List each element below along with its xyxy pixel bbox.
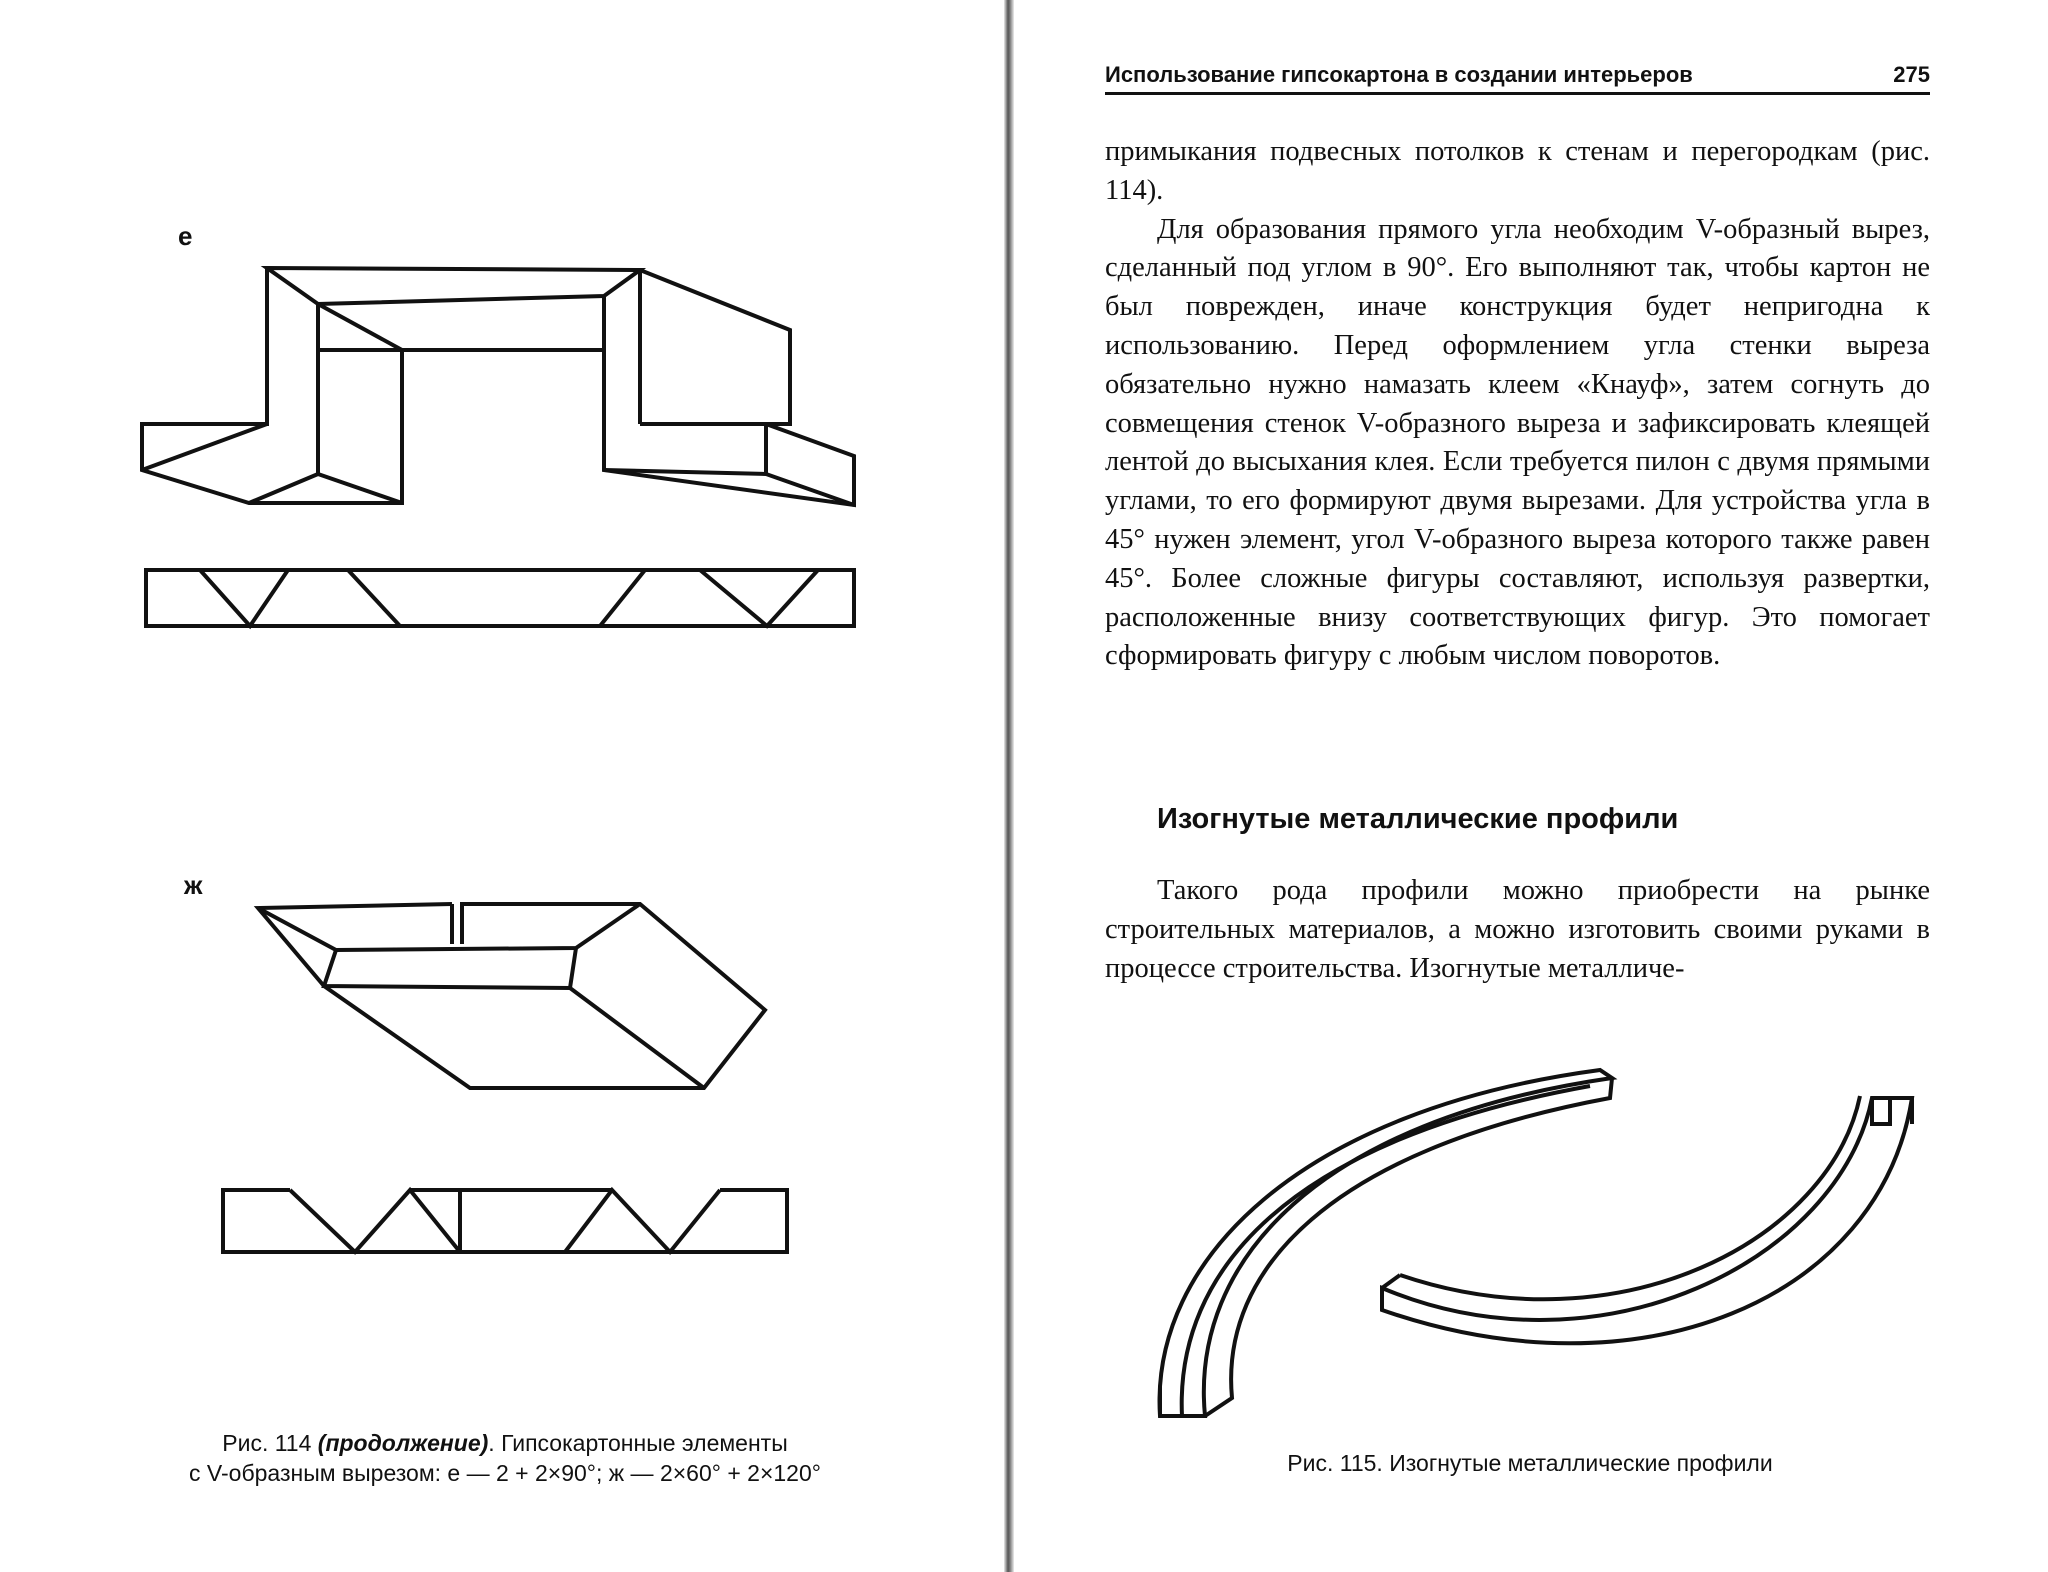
section-heading: Изогнутые металлические профили <box>1157 803 1679 835</box>
left-profile-outer <box>1160 1070 1612 1416</box>
figure-zh-label: ж <box>184 870 203 900</box>
page-number: 275 <box>1893 62 1930 87</box>
caption-italic: (продолжение) <box>317 1430 489 1456</box>
left-profile-groove <box>1182 1086 1590 1416</box>
right-profile-groove <box>1400 1096 1860 1299</box>
paragraph-3: Такого рода профили можно приобрести на рынке строительных материалов, а можно изготовить своими руками в процессе строительства. Изогнутые металличе- <box>1105 875 1930 984</box>
figure-115-caption: Рис. 115. Изогнутые металлические профили <box>1287 1450 1773 1476</box>
caption-prefix: Рис. 114 <box>222 1430 318 1456</box>
right-profile-lip <box>1382 1275 1400 1288</box>
paragraph-2: Для образования прямого угла необходим V-образный вырез, сделанный под углом в 90°. Его выполняют так, чтобы картон не был поврежден, иначе конструкция будет непригодна к использованию. Перед оформлением угла стенки выреза обязательно нужно намазать клеем «Кнауф», затем согнуть до совмещения стенок V-образного выреза и зафиксировать клеящей лентой до высыхания клея. Если требуется пилон с двумя прямыми углами, то его формируют двумя вырезами. Для устройства угла в 45° нужен элемент, угол V-образного выреза которого также равен 45°. Более сложные фигуры составляют, используя развертки, расположенные внизу соответствующих фигур. Это помогает сформировать фигуру с любым числом поворотов. <box>1105 213 1930 672</box>
left-profile-face <box>1205 1078 1612 1416</box>
caption-line1-rest: . Гипсокартонные элементы <box>488 1430 788 1456</box>
caption-line2: с V-образным вырезом: е — 2 + 2×90°; ж — 2×60° + 2×120° <box>189 1460 821 1486</box>
running-head-title: Использование гипсокартона в создании интерьеров <box>1105 62 1693 87</box>
figure-e-label: е <box>178 221 193 251</box>
paragraph-continued: примыкания подвесных потолков к стенам и перегородкам (рис. 114). <box>1105 136 1930 206</box>
